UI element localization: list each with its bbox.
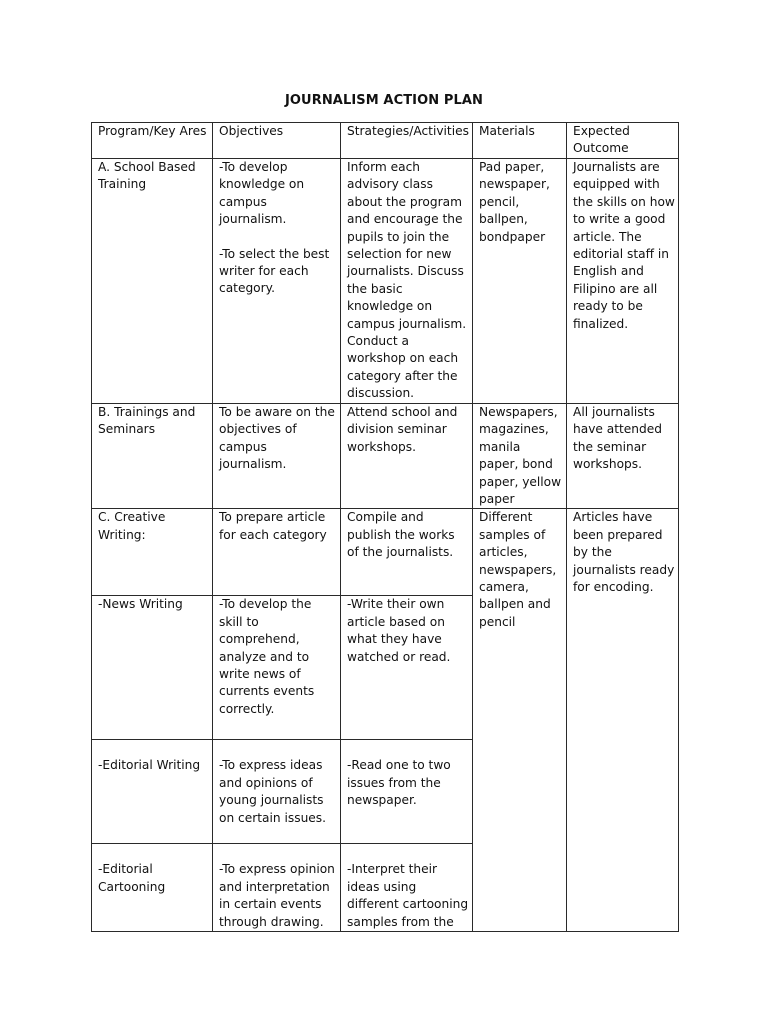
objectives-text: -To express opinion and interpretation in certain events through drawing. xyxy=(219,862,335,929)
program-cell: C. Creative Writing: xyxy=(92,509,213,596)
objectives-cell: To be aware on the objectives of campus journalism. xyxy=(213,404,341,509)
header-materials: Materials xyxy=(473,123,567,159)
materials-cell: Pad paper, newspaper, pencil, ballpen, bondpaper xyxy=(473,159,567,404)
materials-cell: Different samples of articles, newspapers, camera, ballpen and pencil xyxy=(473,509,567,932)
objective-item: -To develop knowledge on campus journalism. xyxy=(219,160,305,227)
program-cell: -News Writing xyxy=(92,596,213,740)
program-cell: A. School Based Training xyxy=(92,159,213,404)
objectives-cell: -To develop the skill to comprehend, analyze and to write news of currents events correctly. xyxy=(213,596,341,740)
objectives-cell: To prepare article for each category xyxy=(213,509,341,596)
header-row xyxy=(92,123,679,159)
materials-cell: Newspapers, magazines, manila paper, bond paper, yellow paper xyxy=(473,404,567,509)
strategies-text: -Read one to two issues from the newspaper. xyxy=(347,758,451,808)
program-cell xyxy=(92,740,213,844)
outcome-cell: Journalists are equipped with the skills on how to write a good article. The editorial staff in English and Filipino are all ready to be finalized. xyxy=(567,159,679,404)
objectives-text: -To express ideas and opinions of young journalists on certain issues. xyxy=(219,758,327,825)
header-strategies: Strategies/Activities xyxy=(341,123,473,159)
program-cell xyxy=(92,844,213,932)
table-row xyxy=(92,509,679,596)
outcome-cell: Articles have been prepared by the journalists ready for encoding. xyxy=(567,509,679,932)
program-cell: B. Trainings and Seminars xyxy=(92,404,213,509)
outcome-cell: All journalists have attended the seminar workshops. xyxy=(567,404,679,509)
objectives-cell xyxy=(213,844,341,932)
header-objectives: Objectives xyxy=(213,123,341,159)
strategies-cell xyxy=(341,844,473,932)
header-program: Program/Key Ares xyxy=(92,123,213,159)
objectives-cell xyxy=(213,159,341,404)
strategies-cell: Attend school and division seminar workshops. xyxy=(341,404,473,509)
strategies-cell xyxy=(341,740,473,844)
table-row xyxy=(92,159,679,404)
table-row xyxy=(92,404,679,509)
objective-item: -To select the best writer for each category. xyxy=(219,246,330,296)
program-label: -Editorial Cartooning xyxy=(98,862,166,894)
page-title: JOURNALISM ACTION PLAN xyxy=(284,93,484,108)
program-label: -Editorial Writing xyxy=(98,758,201,773)
header-outcome: Expected Outcome xyxy=(567,123,679,159)
strategies-cell: Inform each advisory class about the program and encourage the pupils to join the selection for new journalists. Discuss the basic knowledge on campus journalism. Conduct a workshop on each category after the discussion. xyxy=(341,159,473,404)
action-plan-table xyxy=(91,122,679,932)
strategies-cell: Compile and publish the works of the journalists. xyxy=(341,509,473,596)
objectives-cell xyxy=(213,740,341,844)
strategies-text: -Interpret their ideas using different cartooning samples from the xyxy=(347,862,469,929)
strategies-cell: -Write their own article based on what they have watched or read. xyxy=(341,596,473,740)
